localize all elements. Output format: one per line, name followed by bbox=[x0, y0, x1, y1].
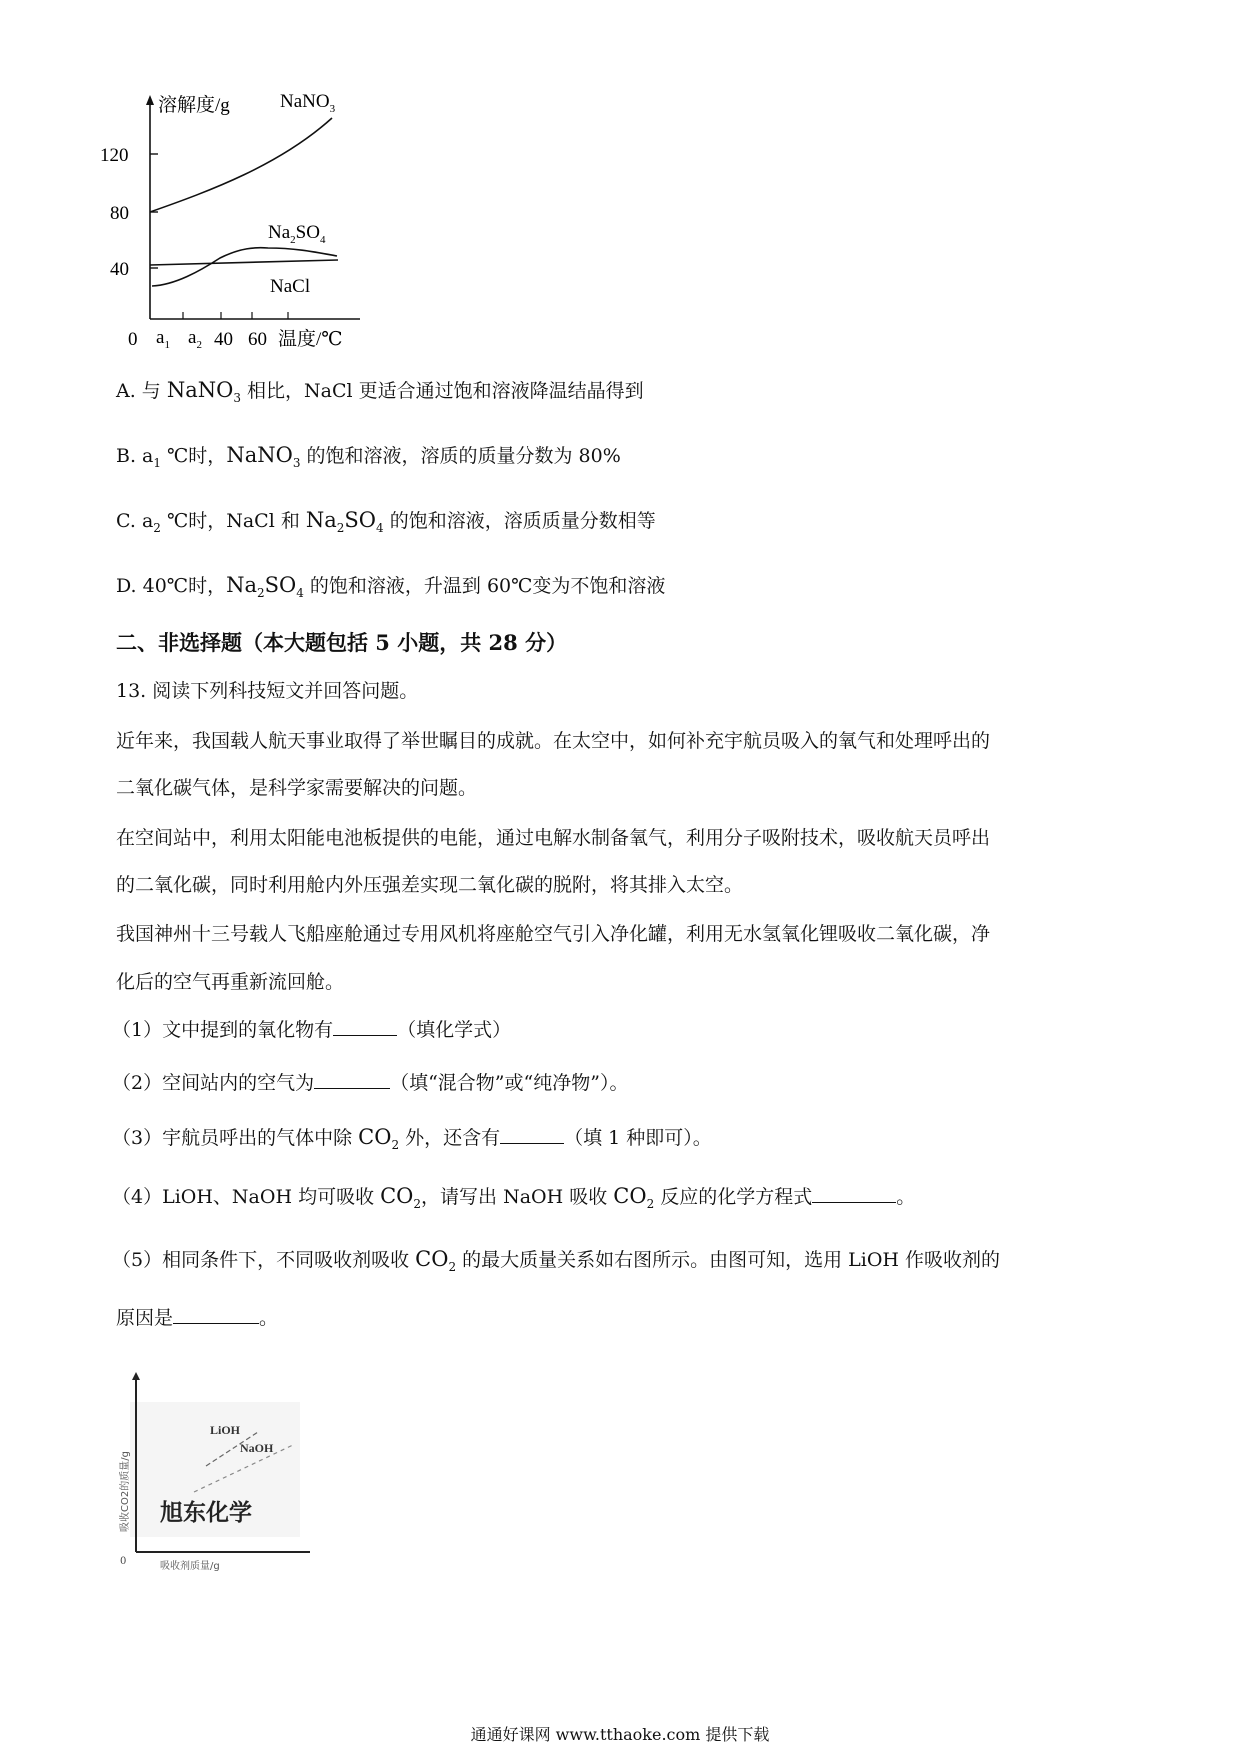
option-a: A. 与 NaNO$_3$ 相比，NaCl 更适合通过饱和溶液降温结晶得到 bbox=[116, 378, 644, 405]
y-tick-label-120: 120 bbox=[100, 145, 129, 166]
y-axis-label: 溶解度/g bbox=[158, 95, 230, 116]
section-title: 二、非选择题（本大题包括 5 小题，共 28 分） bbox=[116, 630, 568, 655]
x-tick-label-a2: $a_2$ bbox=[188, 327, 202, 351]
x-tick-label-0: 0 bbox=[128, 329, 138, 350]
absorb-x-label: 吸收剂质量/g bbox=[160, 1561, 220, 1572]
q13-sub5-line2: 原因是 。 bbox=[116, 1307, 279, 1329]
y-tick-label-40: 40 bbox=[110, 259, 129, 280]
q13-stem: 13. 阅读下列科技短文并回答问题。 bbox=[116, 680, 419, 702]
footer-credit: 通通好课网 www.tthaoke.com 提供下载 bbox=[470, 1725, 770, 1744]
y-tick-label-80: 80 bbox=[110, 203, 129, 224]
option-d: D. 40℃时，$Na_2SO_4$ 的饱和溶液，升温到 60℃变为不饱和溶液 bbox=[116, 573, 666, 600]
q13-sub4: （4）LiOH、NaOH 均可吸收 $CO_2$，请写出 NaOH 吸收 $CO_2$ 反应的化学方程式 。 bbox=[112, 1184, 916, 1211]
na2so4-label: $Na_2SO_4$ bbox=[268, 222, 326, 246]
solubility-chart bbox=[100, 85, 400, 360]
x-tick-label-40: 40 bbox=[214, 329, 233, 350]
option-b: B. $a_1$ ℃时，NaNO$_3$ 的饱和溶液，溶质的质量分数为 80% bbox=[116, 443, 621, 470]
y-axis-arrow bbox=[146, 95, 154, 105]
lioh-label: LiOH bbox=[210, 1423, 241, 1437]
x-tick-label-60: 60 bbox=[248, 329, 267, 350]
x-tick-label-a1: $a_1$ bbox=[156, 327, 170, 351]
absorb-y-arrow bbox=[132, 1372, 140, 1380]
q13-para2-line2: 的二氧化碳，同时利用舱内外压强差实现二氧化碳的脱附，将其排入太空。 bbox=[116, 874, 744, 896]
absorb-origin: 0 bbox=[120, 1556, 127, 1567]
q13-para3-line1: 我国神州十三号载人飞船座舱通过专用风机将座舱空气引入净化罐，利用无水氢氧化锂吸收二氧化碳，净 bbox=[116, 923, 991, 945]
x-axis-label: 温度/℃ bbox=[278, 329, 343, 350]
q13-sub2: （2）空间站内的空气为 （填“混合物”或“纯净物”）。 bbox=[112, 1072, 629, 1094]
naoh-label: NaOH bbox=[240, 1441, 274, 1455]
q13-para1-line2: 二氧化碳气体，是科学家需要解决的问题。 bbox=[116, 777, 478, 799]
q13-para2-line1: 在空间站中，利用太阳能电池板提供的电能，通过电解水制备氧气，利用分子吸附技术，吸收航天员呼出 bbox=[116, 827, 991, 849]
answer-blank-5[interactable] bbox=[173, 1305, 259, 1324]
answer-blank-4[interactable] bbox=[812, 1184, 896, 1203]
nano3-label: NaNO$_3$ bbox=[280, 91, 336, 115]
watermark: 旭东化学 bbox=[160, 1500, 252, 1526]
answer-blank-3[interactable] bbox=[500, 1125, 564, 1144]
absorb-y-label: 吸收CO2的质量/g bbox=[120, 1451, 131, 1532]
q13-sub1: （1）文中提到的氧化物有 （填化学式） bbox=[112, 1019, 512, 1041]
q13-sub5: （5）相同条件下，不同吸收剂吸收 $CO_2$ 的最大质量关系如右图所示。由图可知，选用 LiOH 作吸收剂的 bbox=[112, 1247, 1001, 1274]
answer-blank-2[interactable] bbox=[314, 1070, 390, 1089]
absorption-chart bbox=[110, 1372, 320, 1572]
q13-para1-line1: 近年来，我国载人航天事业取得了举世瞩目的成就。在太空中，如何补充宇航员吸入的氧气和处理呼出的 bbox=[116, 730, 991, 752]
option-c: C. $a_2$ ℃时，NaCl 和 $Na_2SO_4$ 的饱和溶液，溶质质量分数相等 bbox=[116, 508, 656, 535]
answer-blank-1[interactable] bbox=[333, 1017, 397, 1036]
nano3-curve bbox=[150, 118, 332, 212]
q13-sub3: （3）宇航员呼出的气体中除 $CO_2$ 外，还含有 （填 1 种即可）。 bbox=[112, 1125, 712, 1152]
nacl-label: NaCl bbox=[270, 276, 311, 297]
q13-para3-line2: 化后的空气再重新流回舱。 bbox=[116, 971, 345, 993]
nacl-curve bbox=[150, 260, 338, 265]
